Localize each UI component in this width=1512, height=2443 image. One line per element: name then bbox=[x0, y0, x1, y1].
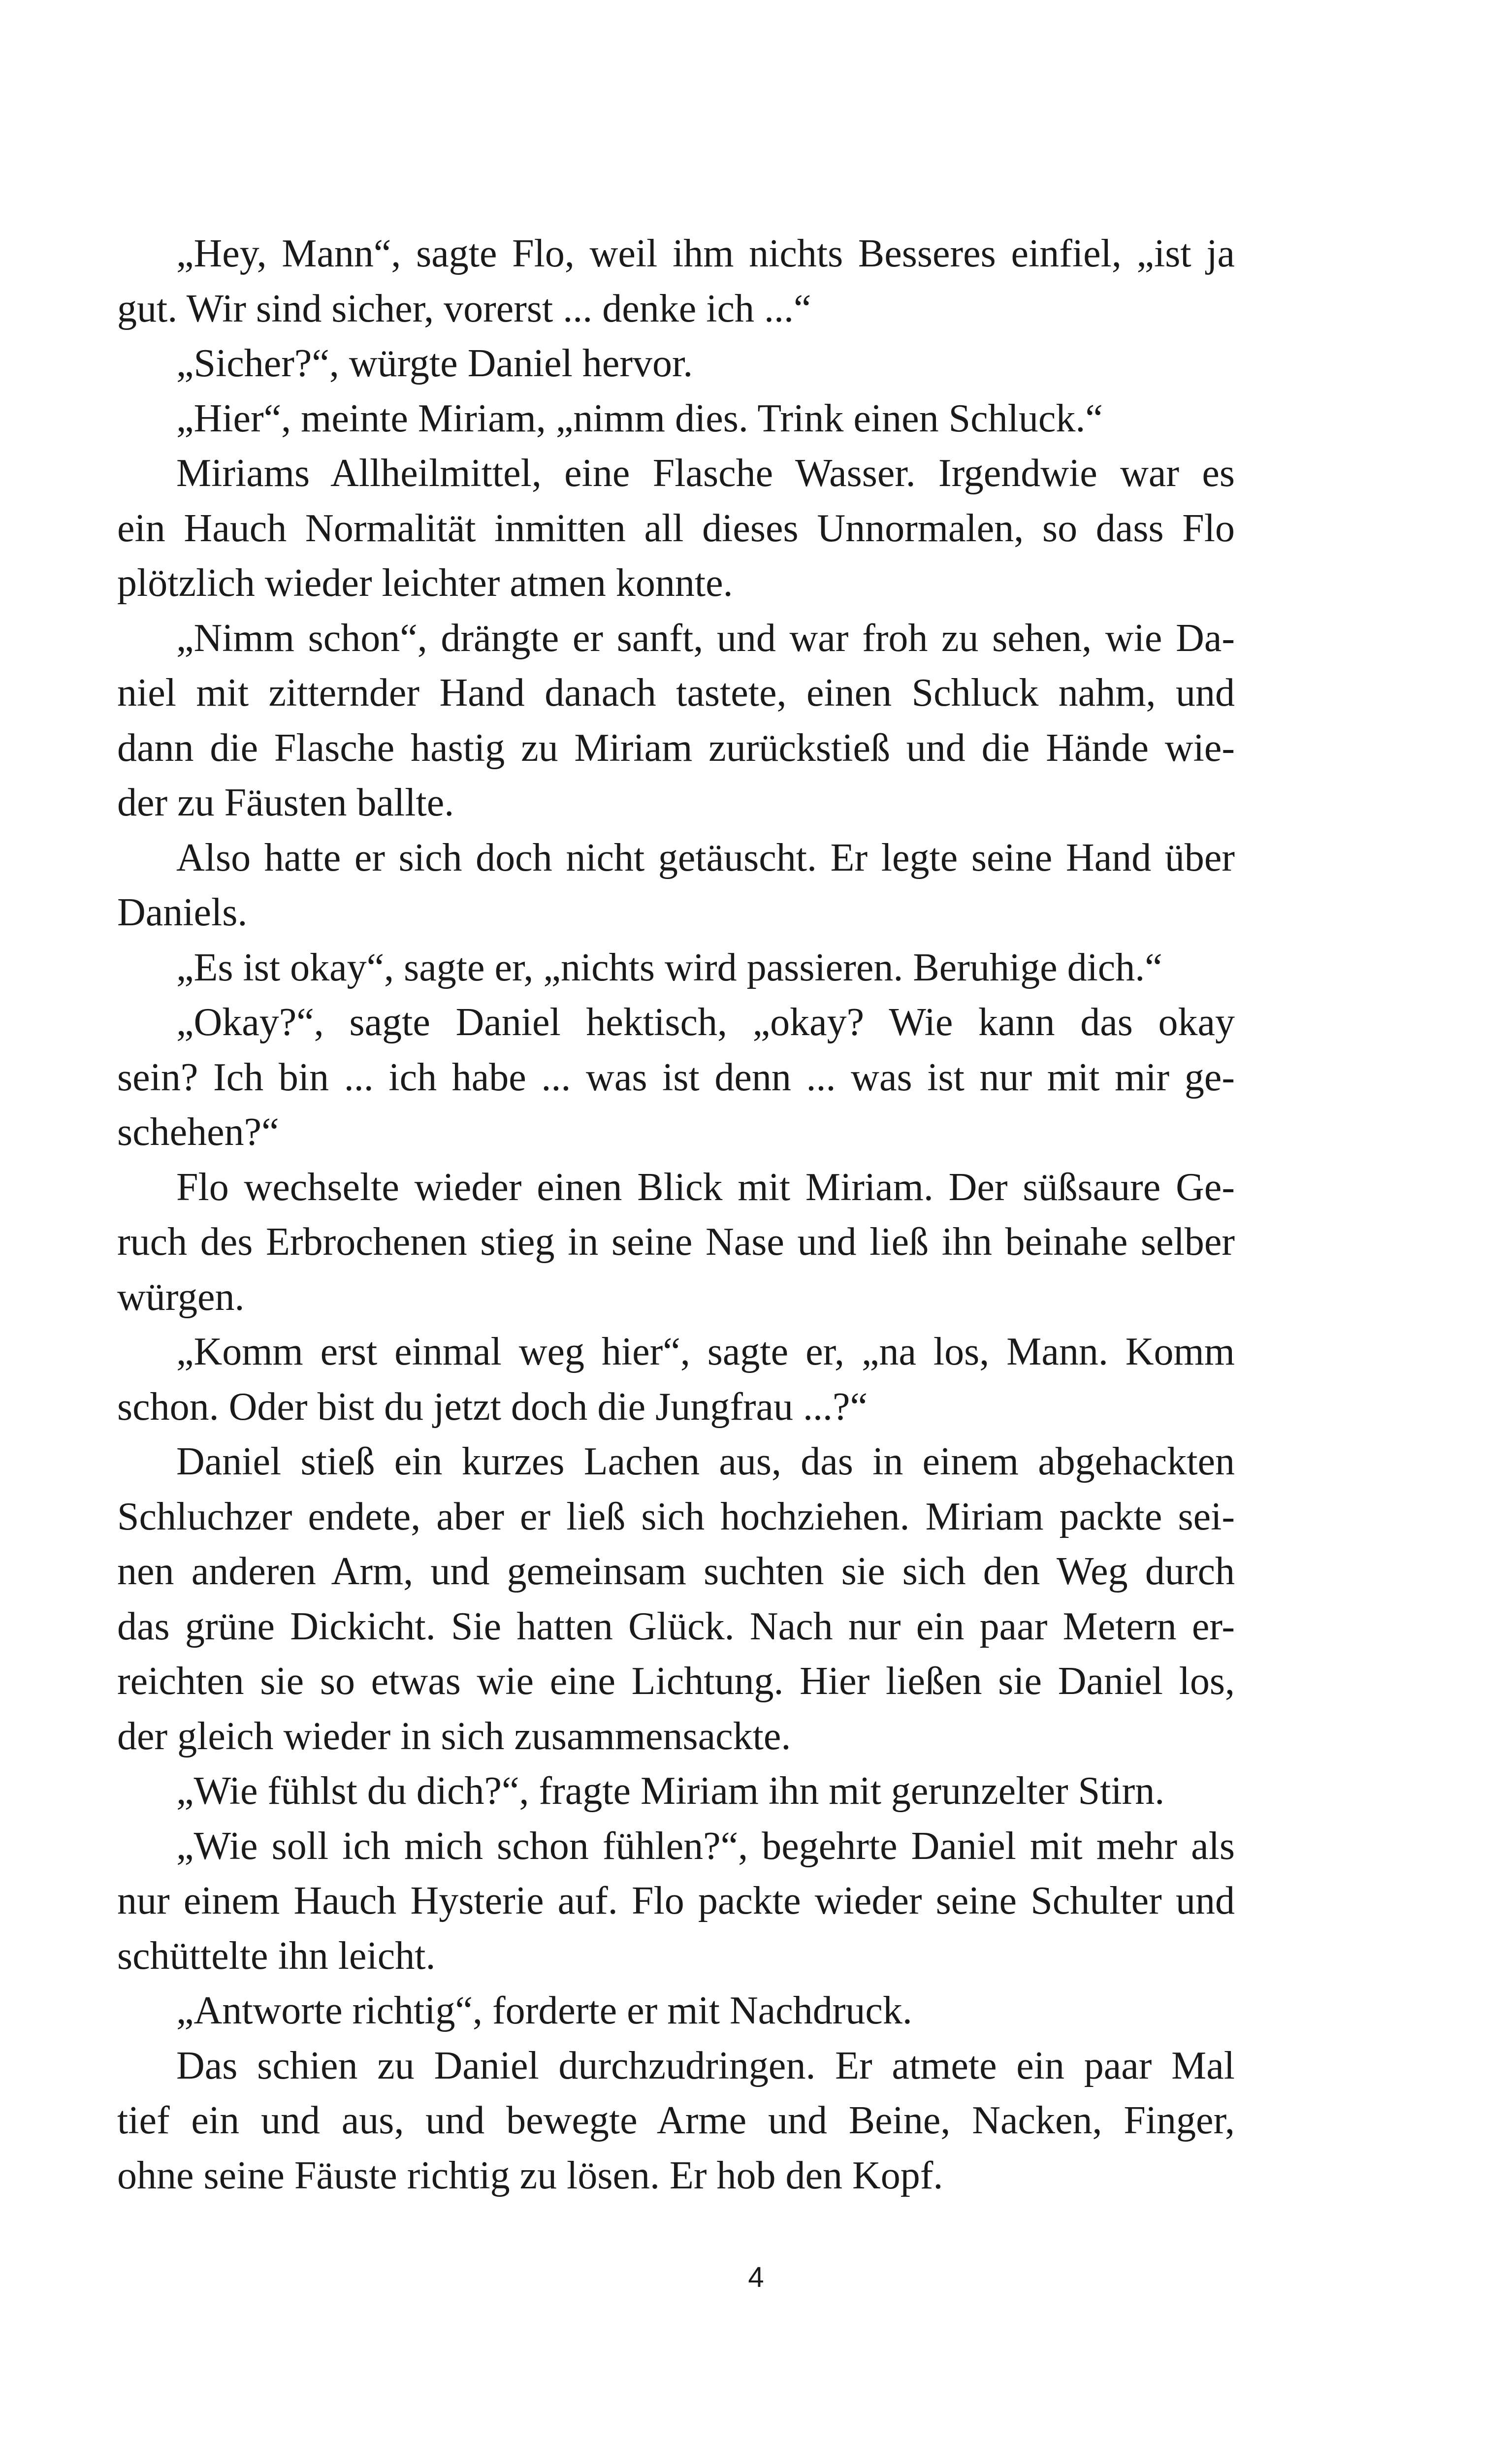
text-line: „Es ist okay“, sagte er, „nichts wird passieren. Beruhige dich.“ bbox=[176, 945, 1162, 989]
text-line: „Antworte richtig“, forderte er mit Nachdruck. bbox=[176, 1989, 912, 2032]
text-line: „Sicher?“, würgte Daniel hervor. bbox=[176, 342, 693, 385]
text-line: Das schien zu Daniel durchzudringen. Er atmete ein paar Mal bbox=[176, 2044, 1235, 2087]
text-line: „Komm erst einmal weg hier“, sagte er, „na los, Mann. Komm bbox=[176, 1330, 1235, 1373]
text-line: der zu Fäusten ballte. bbox=[117, 781, 454, 824]
text-line: gut. Wir sind sicher, vorerst ... denke ich ...“ bbox=[117, 287, 811, 330]
text-line: „Hier“, meinte Miriam, „nimm dies. Trink einen Schluck.“ bbox=[176, 396, 1103, 440]
text-line: Daniels. bbox=[117, 891, 248, 934]
text-line: „Wie soll ich mich schon fühlen?“, begehrte Daniel mit mehr als bbox=[176, 1824, 1235, 1868]
text-line: ruch des Erbrochenen stieg in seine Nase und ließ ihn beinahe selber bbox=[117, 1220, 1235, 1264]
text-line: Flo wechselte wieder einen Blick mit Miriam. Der süßsaure Ge- bbox=[176, 1165, 1235, 1209]
text-line: nur einem Hauch Hysterie auf. Flo packte wieder seine Schulter und bbox=[117, 1879, 1235, 1922]
text-line: schon. Oder bist du jetzt doch die Jungfrau ...?“ bbox=[117, 1385, 868, 1429]
text-line: schehen?“ bbox=[117, 1110, 279, 1154]
text-line: das grüne Dickicht. Sie hatten Glück. Nach nur ein paar Metern er- bbox=[117, 1604, 1235, 1648]
text-line: ein Hauch Normalität inmitten all dieses Unnormalen, so dass Flo bbox=[117, 506, 1235, 550]
text-line: tief ein und aus, und bewegte Arme und Beine, Nacken, Finger, bbox=[117, 2099, 1235, 2142]
text-line: „Nimm schon“, drängte er sanft, und war froh zu sehen, wie Da- bbox=[176, 616, 1235, 660]
text-line: schüttelte ihn leicht. bbox=[117, 1934, 436, 1978]
text-line: Daniel stieß ein kurzes Lachen aus, das in einem abgehackten bbox=[176, 1440, 1235, 1483]
text-line: Miriams Allheilmittel, eine Flasche Wasser. Irgendwie war es bbox=[176, 452, 1235, 495]
text-line: „Hey, Mann“, sagte Flo, weil ihm nichts Besseres einfiel, „ist ja bbox=[176, 232, 1235, 275]
text-line: plötzlich wieder leichter atmen konnte. bbox=[117, 561, 733, 605]
body-text bbox=[117, 227, 1235, 2203]
text-line: sein? Ich bin ... ich habe ... was ist denn ... was ist nur mit mir ge- bbox=[117, 1055, 1235, 1099]
text-line: Also hatte er sich doch nicht getäuscht. Er legte seine Hand über bbox=[176, 836, 1235, 879]
text-line: der gleich wieder in sich zusammensackte. bbox=[117, 1714, 791, 1758]
page-number: 4 bbox=[748, 2261, 764, 2293]
text-line: würgen. bbox=[117, 1275, 245, 1319]
text-line: dann die Flasche hastig zu Miriam zurückstieß und die Hände wie- bbox=[117, 726, 1235, 770]
text-line: „Wie fühlst du dich?“, fragte Miriam ihn mit gerunzelter Stirn. bbox=[176, 1769, 1165, 1813]
text-line: ohne seine Fäuste richtig zu lösen. Er hob den Kopf. bbox=[117, 2153, 943, 2197]
text-line: reichten sie so etwas wie eine Lichtung. Hier ließen sie Daniel los, bbox=[117, 1660, 1235, 1703]
text-line: niel mit zitternder Hand danach tastete, einen Schluck nahm, und bbox=[117, 671, 1235, 715]
text-line: nen anderen Arm, und gemeinsam suchten sie sich den Weg durch bbox=[117, 1550, 1235, 1593]
text-line: Schluchzer endete, aber er ließ sich hochziehen. Miriam packte sei- bbox=[117, 1495, 1235, 1538]
text-line: „Okay?“, sagte Daniel hektisch, „okay? Wie kann das okay bbox=[176, 1001, 1235, 1044]
